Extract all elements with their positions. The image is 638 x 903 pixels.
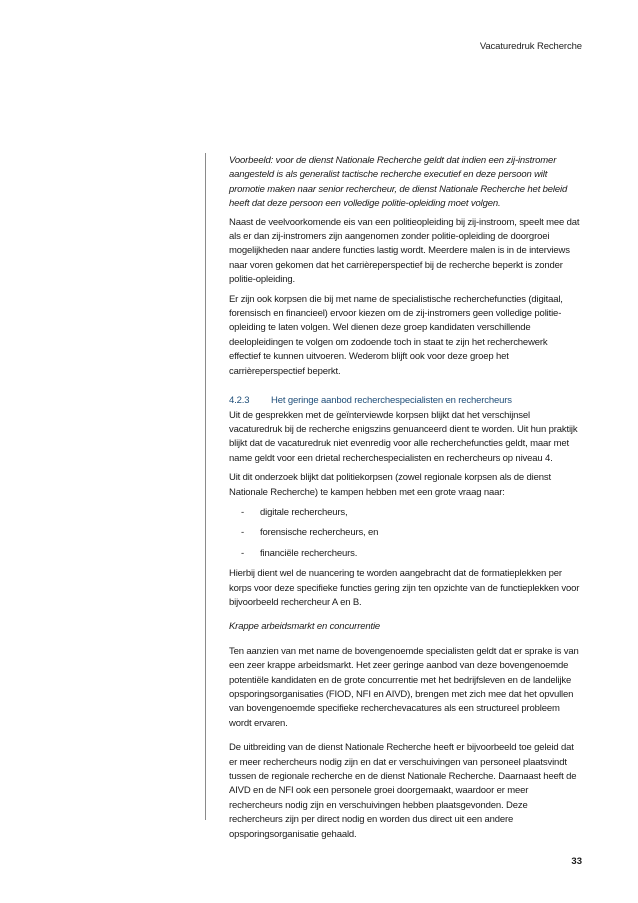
list-item [229,547,581,561]
list-item [229,506,581,520]
paragraph: Uit dit onderzoek blijkt dat politiekorpsen (zowel regionale korpsen als de dienst Nationale Recherche) te kampen hebben met een grote vraag naar: [229,472,551,498]
list-item-text: digitale rechercheurs, [260,506,348,518]
page-number: 33 [571,856,582,867]
paragraph: Er zijn ook korpsen die bij met name de specialistische recherchefuncties (digitaal, forensisch en financieel) ervoor kiezen om de zij-instromers geen volledige politie-opleiding te laten volgen. Wel dienen deze groep kandidaten verschillende deelopleidingen te volgen om zodoende toch in staat te zijn het recherchewerk effectief te kunnen uitvoeren. Wederom blijft ook voor deze groep het carrièreperspectief beperkt. [229,293,563,377]
body-text [229,154,581,842]
section-heading [229,394,581,408]
paragraph: Ten aanzien van met name de bovengenoemde specialisten geldt dat er sprake is van een zeer krappe arbeidsmarkt. Het zeer geringe aanbod van deze bovengenoemde potentiële kandidaten en de grote concurrentie met het bedrijfsleven en de landelijke opsporingsorganisaties (FIOD, NFI en AIVD), brengen met zich mee dat het opvullen van bovengenoemde specifieke recherchevacatures als een structureel probleem wordt ervaren. [229,645,579,729]
list-item-text: forensische rechercheurs, en [260,527,379,539]
list-item-text: financiële rechercheurs. [260,547,358,559]
running-header: Vacaturedruk Recherche [479,41,582,52]
section-number: 4.2.3 [229,395,250,407]
paragraph: Uit de gesprekken met de geïnterviewde korpsen blijkt dat het verschijnsel vacaturedruk bij de recherche enigszins genuanceerd dient te worden. Uit hun praktijk blijkt dat de vacaturedruk niet evenredig voor alle recherchefuncties geldt, maar met name geldt voor een drietal recherchespecialisten en rechercheurs op niveau 4. [229,409,578,464]
bullet-list [229,506,581,561]
subheading: Krappe arbeidsmarkt en concurrentie [229,621,381,633]
margin-rule [205,153,206,820]
paragraph: Naast de veelvoorkomende eis van een politieopleiding bij zij-instroom, speelt mee dat als er dan zij-instromers zijn aangenomen zonder politie-opleiding de doorgroei mogelijkheden naar andere functies lastig wordt. Meerdere malen is in de interviews naar voren gekomen dat het carrièreperspectief bij de recherche beperkt is zonder politie-opleiding. [229,216,580,286]
list-item [229,526,581,540]
example-paragraph: Voorbeeld: voor de dienst Nationale Recherche geldt dat indien een zij-instromer aangesteld is als generalist tactische recherche executief en deze persoon wilt promotie maken naar senior rechercheur, de dienst Nationale Recherche het beleid heeft dat deze persoon een volledige politie-opleiding moet volgen. [229,155,568,210]
bullet-dash: - [241,527,245,539]
section-title: Het geringe aanbod recherchespecialisten en rechercheurs [271,395,512,407]
paragraph: De uitbreiding van de dienst Nationale Recherche heeft er bijvoorbeeld toe geleid dat er meer rechercheurs nodig zijn en dat er verschuivingen van personeel plaatsvindt tussen de regionale recherche en de dienst Nationale Recherche. Daarnaast heeft de AIVD en de NFI ook een personele groei doorgemaakt, waardoor er meer rechercheurs nodig zijn en verschuivingen hebben plaatsgevonden. Deze rechercheurs zijn per direct nodig en worden dus direct uit een andere opsporingsorganisatie gehaald. [229,742,577,840]
bullet-dash: - [241,547,245,559]
paragraph: Hierbij dient wel de nuancering te worden aangebracht dat de formatieplekken per korps voor deze specifieke functies gering zijn ten opzichte van de functieplekken voor bijvoorbeeld rechercheur A en B. [229,568,580,608]
bullet-dash: - [241,506,245,518]
